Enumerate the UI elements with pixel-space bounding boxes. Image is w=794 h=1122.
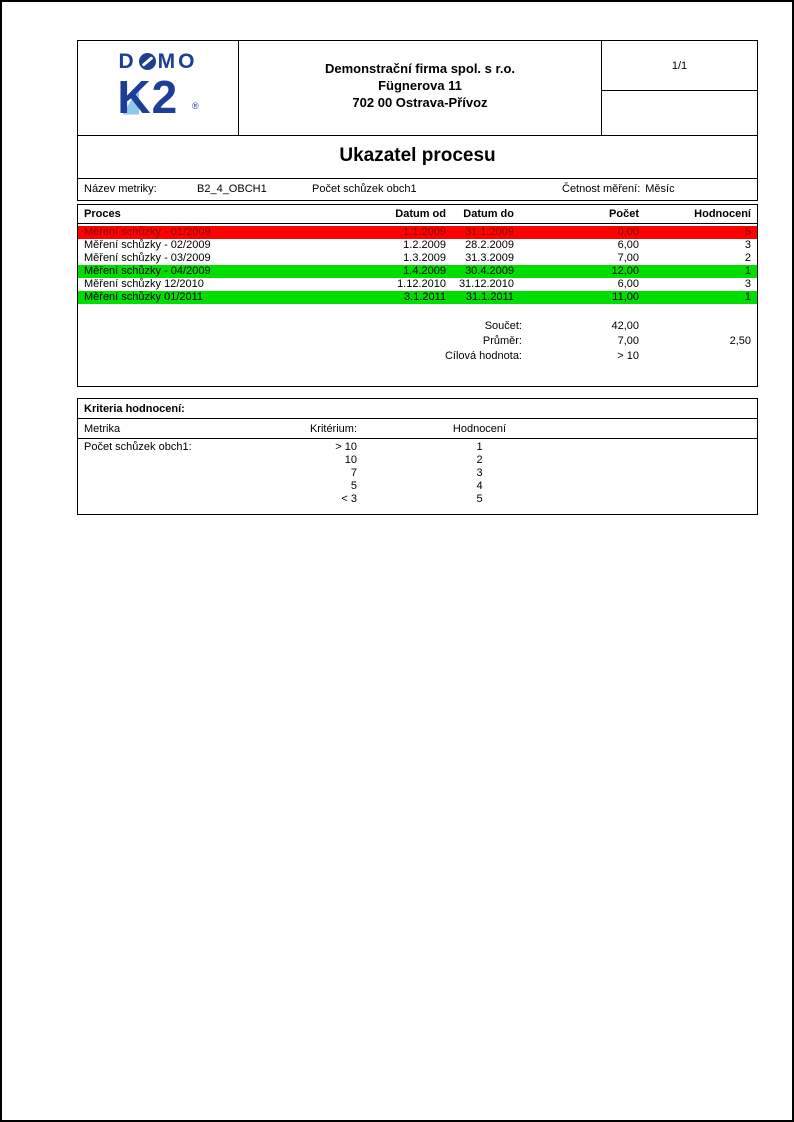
- column-header-datum-od: Datum od: [395, 208, 446, 220]
- frequency-label: Četnost měření:: [562, 183, 641, 195]
- criteria-threshold: 7: [350, 467, 357, 479]
- criteria-row: [78, 441, 757, 454]
- criteria-threshold: > 10: [335, 441, 357, 453]
- criteria-metric-name: [84, 493, 307, 506]
- process-date-to: 31.1.2011: [465, 291, 514, 303]
- process-name: Měření schůzky - 04/2009: [84, 265, 211, 277]
- process-table-row: [78, 265, 757, 278]
- criteria-threshold: 5: [350, 480, 357, 492]
- process-date-to: 31.12.2010: [458, 278, 514, 290]
- criteria-row: [78, 454, 757, 467]
- criteria-threshold: 10: [344, 454, 357, 466]
- process-date-from: 1.12.2010: [397, 278, 446, 290]
- logo-text-d: D: [118, 49, 137, 73]
- process-name: Měření schůzky - 03/2009: [84, 252, 211, 264]
- process-table: [77, 204, 758, 387]
- column-header-proces: Proces: [84, 208, 121, 220]
- process-date-from: 1.2.2009: [403, 239, 446, 251]
- company-city: 702 00 Ostrava-Přívoz: [352, 95, 488, 110]
- report-title: Ukazatel procesu: [78, 136, 757, 179]
- criteria-metric-name: [84, 480, 307, 493]
- process-date-from: 1.4.2009: [403, 265, 446, 277]
- process-date-from: 1.1.2009: [403, 226, 446, 238]
- criteria-metric-name: Počet schůzek obch1:: [84, 441, 192, 453]
- process-table-row: [78, 278, 757, 291]
- criteria-column-hodnoceni: Hodnocení: [452, 423, 507, 435]
- process-table-row: [78, 291, 757, 304]
- process-table-row: [78, 239, 757, 252]
- process-count: 11,00: [612, 291, 639, 303]
- sum-rating: [639, 319, 751, 334]
- report-header: [77, 40, 758, 201]
- criteria-threshold: < 3: [341, 493, 357, 505]
- criteria-rating: 4: [476, 480, 483, 492]
- process-date-to: 28.2.2009: [465, 239, 514, 251]
- criteria-row: [78, 467, 757, 480]
- target-label: Cílová hodnota:: [444, 350, 522, 362]
- process-count: 12,00: [611, 265, 639, 277]
- process-date-from: 1.3.2009: [403, 252, 446, 264]
- column-header-hodnoceni: Hodnocení: [694, 208, 751, 220]
- frequency-value: Měsíc: [645, 183, 675, 195]
- logo-text-mo: MO: [157, 49, 198, 73]
- process-rating: 2: [744, 252, 751, 264]
- process-date-to: 30.4.2009: [465, 265, 514, 277]
- page-number-column: [602, 41, 757, 135]
- process-table-row: [78, 226, 757, 239]
- summary-row-sum: [78, 319, 757, 334]
- column-header-datum-do: Datum do: [463, 208, 514, 220]
- criteria-rating: 1: [476, 441, 483, 453]
- company-name: Demonstrační firma spol. s r.o.: [325, 61, 515, 76]
- process-rating: 3: [744, 278, 751, 290]
- registered-mark-icon: ®: [191, 100, 199, 111]
- company-logo: [78, 41, 238, 135]
- report-frame: [77, 40, 758, 515]
- metric-code: B2_4_OBCH1: [197, 183, 267, 195]
- sum-value: 42,00: [611, 320, 639, 332]
- process-rating: 1: [744, 291, 751, 303]
- column-header-pocet: Počet: [609, 208, 639, 220]
- criteria-metric-name: [84, 454, 307, 467]
- process-rating: 5: [744, 226, 751, 238]
- process-name: Měření schůzky 01/2011: [84, 291, 204, 303]
- logo-demo-line: [119, 50, 198, 74]
- company-address: [238, 41, 602, 135]
- summary-row-average: [78, 334, 757, 349]
- target-value: > 10: [617, 350, 639, 362]
- logo-k2: [117, 70, 199, 129]
- process-date-to: 31.1.2009: [465, 226, 514, 238]
- company-street: Fügnerova 11: [378, 78, 462, 93]
- process-name: Měření schůzky - 02/2009: [84, 239, 211, 251]
- criteria-header: [78, 419, 757, 439]
- target-rating: [639, 349, 751, 364]
- process-table-header: [78, 205, 757, 224]
- process-date-to: 31.3.2009: [465, 252, 514, 264]
- criteria-section: [77, 398, 758, 515]
- average-label: Průměr:: [482, 335, 522, 347]
- process-table-row: [78, 252, 757, 265]
- process-name: Měření schůzky - 01/2009: [84, 226, 211, 238]
- criteria-rating: 5: [476, 493, 483, 505]
- process-count: 0,00: [617, 226, 639, 238]
- metric-name: Počet schůzek obch1: [312, 183, 417, 195]
- average-value: 7,00: [617, 335, 639, 347]
- logo-k2-text: K2: [117, 70, 179, 123]
- criteria-column-metrika: Metrika: [84, 423, 121, 435]
- process-count: 7,00: [617, 252, 639, 264]
- average-rating: 2,50: [729, 335, 751, 347]
- process-count: 6,00: [617, 278, 639, 290]
- process-count: 6,00: [617, 239, 639, 251]
- process-date-from: 3.1.2011: [403, 291, 446, 303]
- summary-row-target: [78, 349, 757, 364]
- criteria-rating: 2: [476, 454, 483, 466]
- process-name: Měření schůzky 12/2010: [84, 278, 204, 290]
- criteria-row: [78, 480, 757, 493]
- sum-label: Součet:: [484, 320, 522, 332]
- criteria-column-kriterium: Kritérium:: [309, 423, 357, 435]
- criteria-title: Kriteria hodnocení:: [78, 399, 757, 419]
- criteria-row: [78, 493, 757, 506]
- process-rating: 1: [744, 265, 751, 277]
- page-number: 1/1: [602, 41, 757, 91]
- page-number-empty-cell: [602, 91, 757, 135]
- logo-circle-icon: [139, 53, 156, 70]
- criteria-rating: 3: [476, 467, 483, 479]
- criteria-metric-name: [84, 467, 307, 480]
- table-summary: [78, 319, 757, 364]
- process-rating: 3: [744, 239, 751, 251]
- header-grid: [78, 41, 757, 136]
- metric-info-row: [78, 179, 757, 200]
- metric-name-label: Název metriky:: [84, 183, 157, 195]
